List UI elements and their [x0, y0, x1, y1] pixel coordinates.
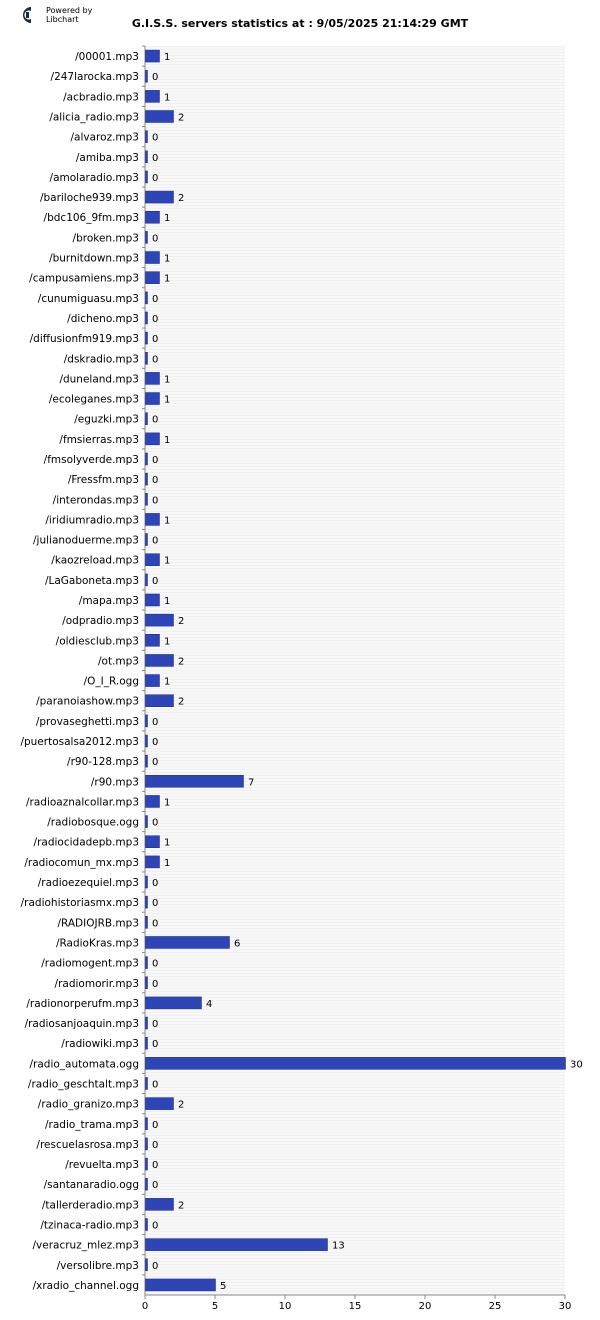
value-label: 0: [152, 132, 159, 144]
value-label: 0: [152, 716, 159, 728]
bar: [146, 1218, 148, 1230]
bar: [146, 272, 160, 284]
category-label: /radio_geschtalt.mp3: [27, 1078, 139, 1091]
bar: [146, 332, 148, 344]
x-tick-label: 0: [141, 1301, 149, 1312]
bar: [146, 1239, 328, 1251]
value-label: 0: [152, 1039, 159, 1051]
bar: [146, 695, 174, 707]
value-label: 0: [152, 152, 159, 164]
value-label: 0: [152, 1079, 159, 1091]
category-label: /radiobosque.ogg: [47, 816, 139, 829]
value-label: 1: [164, 595, 171, 607]
value-label: 0: [152, 1180, 159, 1192]
value-label: 0: [152, 475, 159, 487]
category-label: /00001.mp3: [75, 51, 139, 64]
value-label: 0: [152, 817, 159, 829]
category-label: /bariloche939.mp3: [39, 192, 139, 205]
category-label: /acbradio.mp3: [63, 91, 139, 104]
category-label: /fmsierras.mp3: [59, 433, 139, 446]
powered-by-line2: Libchart: [46, 15, 79, 24]
bar: [146, 836, 160, 848]
category-label: /tzinaca-radio.mp3: [40, 1219, 139, 1232]
category-label: /duneland.mp3: [59, 373, 139, 386]
bar: [146, 1118, 148, 1130]
value-label: 0: [152, 1139, 159, 1151]
bar: [146, 675, 160, 687]
value-label: 1: [164, 837, 171, 849]
category-label: /dskradio.mp3: [63, 353, 139, 366]
value-label: 6: [234, 938, 241, 950]
value-label: 1: [164, 676, 171, 688]
x-tick-label: 10: [278, 1301, 292, 1312]
bar: [146, 1259, 148, 1271]
category-label: /oldiesclub.mp3: [55, 635, 139, 648]
category-label: /radio_trama.mp3: [45, 1118, 139, 1131]
value-label: 0: [152, 1119, 159, 1131]
bar: [146, 1198, 174, 1210]
bar: [146, 372, 160, 384]
category-label: /mapa.mp3: [78, 594, 139, 607]
bar: [146, 1098, 174, 1110]
bar: [146, 453, 148, 465]
bar: [146, 816, 148, 828]
bar: [146, 433, 160, 445]
bar: [146, 111, 174, 123]
category-label: /radio_automata.ogg: [29, 1058, 139, 1071]
bar: [146, 1178, 148, 1190]
value-label: 0: [152, 918, 159, 930]
category-label: /cunumiguasu.mp3: [37, 292, 139, 305]
category-label: /campusamiens.mp3: [29, 272, 139, 285]
category-label: /r90-128.mp3: [67, 756, 139, 769]
value-label: 2: [178, 656, 185, 668]
bar: [146, 1077, 148, 1089]
value-label: 0: [152, 334, 159, 346]
value-label: 1: [164, 797, 171, 809]
value-label: 0: [152, 575, 159, 587]
bar: [146, 1279, 216, 1291]
bar: [146, 393, 160, 405]
bar: [146, 1158, 148, 1170]
bar: [146, 1017, 148, 1029]
bar: [146, 312, 148, 324]
value-label: 0: [152, 454, 159, 466]
bar: [146, 1037, 148, 1049]
value-label: 0: [152, 535, 159, 547]
value-label: 4: [206, 998, 213, 1010]
bar: [146, 936, 230, 948]
value-label: 7: [248, 777, 255, 789]
category-label: /versolibre.mp3: [56, 1259, 139, 1272]
bar: [146, 513, 160, 525]
value-label: 1: [164, 52, 171, 64]
value-label: 0: [152, 958, 159, 970]
value-label: 30: [570, 1059, 583, 1071]
value-label: 2: [178, 193, 185, 205]
bar: [146, 654, 174, 666]
category-label: /radiocidadepb.mp3: [33, 836, 139, 849]
value-label: 1: [164, 374, 171, 386]
bar: [146, 534, 148, 546]
value-label: 1: [164, 92, 171, 104]
value-label: 1: [164, 434, 171, 446]
category-label: /tallerderadio.mp3: [41, 1199, 139, 1212]
category-label: /fmsolyverde.mp3: [43, 453, 139, 466]
value-label: 1: [164, 555, 171, 567]
category-label: /ecoleganes.mp3: [48, 393, 139, 406]
bar: [146, 493, 148, 505]
bar: [146, 795, 160, 807]
value-label: 2: [178, 112, 185, 124]
category-label: /radiomogent.mp3: [41, 957, 139, 970]
bar: [146, 896, 148, 908]
bar: [146, 634, 160, 646]
value-label: 1: [164, 636, 171, 648]
value-label: 0: [152, 978, 159, 990]
x-tick-label: 20: [418, 1301, 432, 1312]
value-label: 1: [164, 273, 171, 285]
category-label: /burnitdown.mp3: [49, 252, 139, 265]
category-label: /radiocomun_mx.mp3: [24, 856, 139, 869]
bar: [146, 997, 202, 1009]
category-label: /puertosalsa2012.mp3: [20, 736, 139, 749]
value-label: 0: [152, 1019, 159, 1031]
value-label: 2: [178, 696, 185, 708]
value-label: 2: [178, 1099, 185, 1111]
category-label: /alvaroz.mp3: [70, 131, 139, 144]
value-label: 0: [152, 414, 159, 426]
value-label: 0: [152, 757, 159, 769]
bar: [146, 352, 148, 364]
category-label: /paranoiashow.mp3: [36, 695, 139, 708]
bar: [146, 131, 148, 143]
category-label: /alicia_radio.mp3: [49, 111, 139, 124]
value-label: 0: [152, 878, 159, 890]
category-label: /r90.mp3: [90, 776, 139, 789]
category-label: /santanaradio.ogg: [43, 1179, 139, 1192]
bar: [146, 1057, 566, 1069]
bar: [146, 957, 148, 969]
value-label: 0: [152, 737, 159, 749]
value-label: 0: [152, 1220, 159, 1232]
bar: [146, 292, 148, 304]
value-label: 2: [178, 1200, 185, 1212]
bar: [146, 231, 148, 243]
category-label: /radio_granizo.mp3: [37, 1098, 139, 1111]
value-label: 0: [152, 233, 159, 245]
bar: [146, 715, 148, 727]
bar: [146, 191, 174, 203]
bar: [146, 413, 148, 425]
category-label: /diffusionfm919.mp3: [29, 333, 139, 346]
category-label: /bdc106_9fm.mp3: [43, 212, 139, 225]
value-label: 0: [152, 898, 159, 910]
bar: [146, 171, 148, 183]
bar: [146, 50, 160, 62]
category-label: /interondas.mp3: [52, 494, 139, 507]
powered-by-line1: Powered by: [46, 6, 93, 15]
category-label: /julianoduerme.mp3: [33, 534, 139, 547]
value-label: 1: [164, 213, 171, 225]
category-label: /veracruz_mlez.mp3: [32, 1239, 139, 1252]
category-label: /iridiumradio.mp3: [45, 514, 139, 527]
category-label: /LaGaboneta.mp3: [44, 574, 139, 587]
bar: [146, 90, 160, 102]
category-label: /broken.mp3: [72, 232, 139, 245]
category-label: /amolaradio.mp3: [49, 171, 139, 184]
value-label: 13: [332, 1240, 345, 1252]
value-label: 0: [152, 1160, 159, 1172]
bar: [146, 916, 148, 928]
bar: [146, 473, 148, 485]
category-label: /rescuelasrosa.mp3: [36, 1138, 139, 1151]
category-label: /RADIOJRB.mp3: [57, 917, 139, 930]
bar: [146, 594, 160, 606]
bar: [146, 1138, 148, 1150]
bar: [146, 775, 244, 787]
category-label: /xradio_channel.ogg: [32, 1279, 139, 1292]
bar: [146, 614, 174, 626]
bar: [146, 856, 160, 868]
category-label: /radionorperufm.mp3: [26, 997, 139, 1010]
category-label: /247larocka.mp3: [50, 71, 139, 84]
category-label: /amiba.mp3: [75, 151, 139, 164]
category-label: /dicheno.mp3: [67, 312, 139, 325]
value-label: 0: [152, 172, 159, 184]
category-label: /provaseghetti.mp3: [35, 715, 139, 728]
value-label: 1: [164, 394, 171, 406]
bar: [146, 252, 160, 264]
category-label: /radioezequiel.mp3: [37, 877, 139, 890]
category-label: /radiowiki.mp3: [61, 1038, 139, 1051]
value-label: 5: [220, 1280, 227, 1292]
value-label: 2: [178, 616, 185, 628]
category-label: /RadioKras.mp3: [55, 937, 139, 950]
chart-title: G.I.S.S. servers statistics at : 9/05/2025 21:14:29 GMT: [131, 17, 469, 30]
category-label: /odpradio.mp3: [62, 615, 139, 628]
bar: [146, 554, 160, 566]
bar: [146, 70, 148, 82]
bar: [146, 755, 148, 767]
category-label: /O_I_R.ogg: [83, 675, 139, 688]
category-label: /radiohistoriasmx.mp3: [20, 897, 139, 910]
value-label: 1: [164, 515, 171, 527]
bar: [146, 151, 148, 163]
value-label: 0: [152, 495, 159, 507]
bar: [146, 977, 148, 989]
value-label: 0: [152, 293, 159, 305]
x-tick-label: 30: [558, 1301, 572, 1312]
value-label: 0: [152, 1260, 159, 1272]
category-label: /radioaznalcollar.mp3: [26, 796, 139, 809]
bar: [146, 735, 148, 747]
category-label: /revuelta.mp3: [65, 1159, 139, 1172]
x-tick-label: 25: [488, 1301, 502, 1312]
bar: [146, 574, 148, 586]
value-label: 1: [164, 253, 171, 265]
category-label: /kaozreload.mp3: [51, 554, 139, 567]
category-label: /Fressfm.mp3: [67, 474, 139, 487]
category-label: /eguzki.mp3: [74, 413, 139, 426]
category-label: /radiomorir.mp3: [54, 977, 139, 990]
plot-background: [145, 46, 565, 1295]
category-label: /ot.mp3: [98, 655, 139, 668]
value-label: 1: [164, 857, 171, 869]
category-label: /radiosanjoaquin.mp3: [24, 1018, 139, 1031]
bar: [146, 876, 148, 888]
value-label: 0: [152, 72, 159, 84]
bar: [146, 211, 160, 223]
x-tick-label: 5: [211, 1301, 219, 1312]
value-label: 0: [152, 354, 159, 366]
x-tick-label: 15: [348, 1301, 362, 1312]
value-label: 0: [152, 313, 159, 325]
